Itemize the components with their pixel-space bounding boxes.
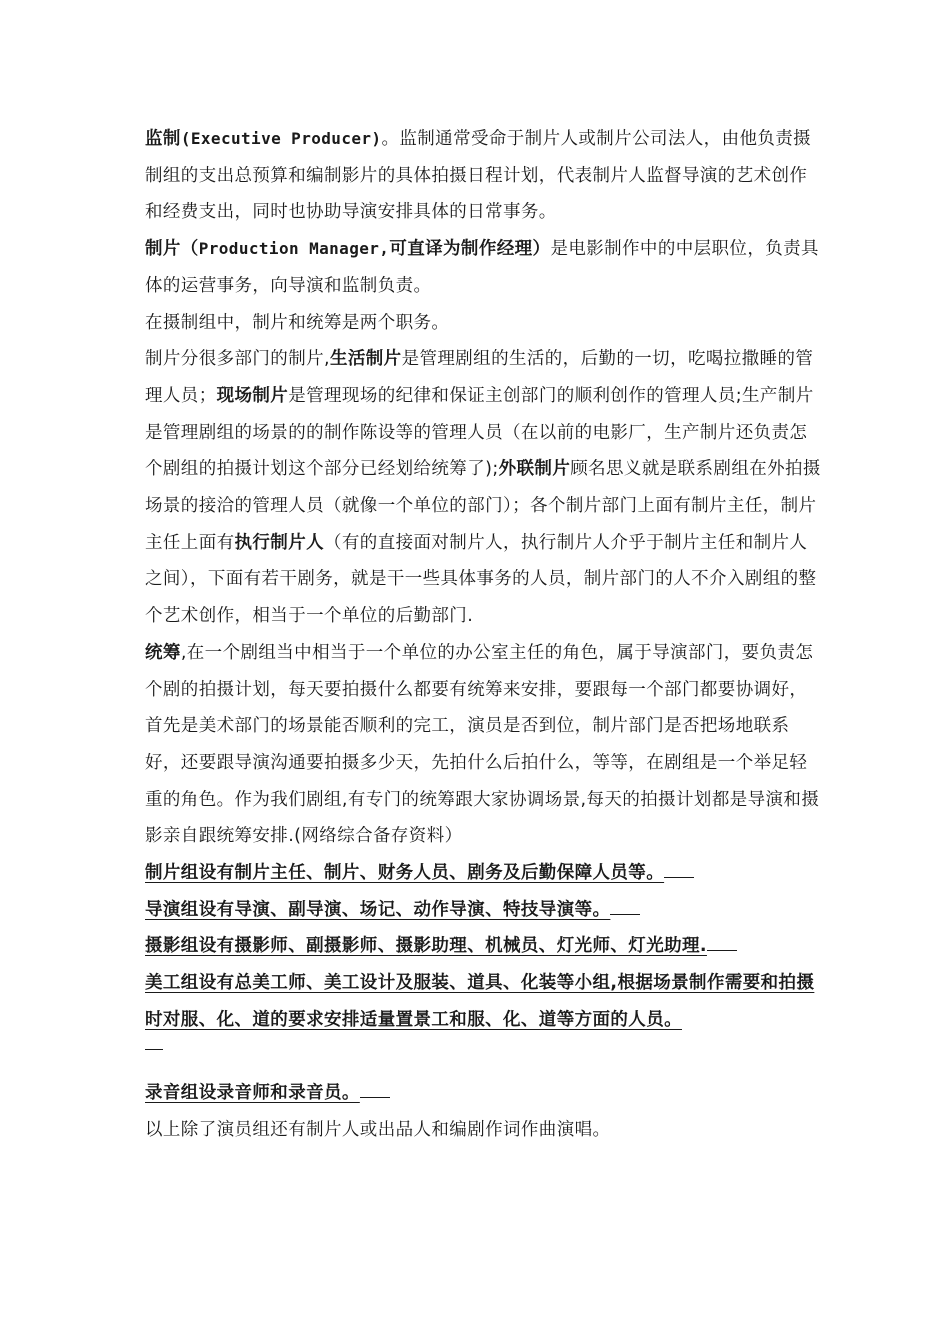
- underline-trail: [360, 1096, 390, 1098]
- term-coordinator: 统筹: [145, 642, 181, 663]
- crew-list-camera-group: [145, 928, 825, 965]
- text-segment: 是管理现场的纪律和保证主创部门的顺利创作的管理人员;生产制片是管理剧组的场景的的制作陈设等的管理人员（在以前的电影厂，生产制片还负责怎个剧组的拍摄计划这个部分已经划给统筹了);: [145, 385, 814, 480]
- crew-art-group-text: 美工组设有总美工师、美工设计及服装、道具、化装等小组,根据场景制作需要和拍摄时对服、化、道的要求安排适量置景工和服、化、道等方面的人员。: [145, 973, 815, 1030]
- term-production-manager-a: 制片（: [145, 239, 199, 260]
- text-segment: 是管理剧组的生活的，后勤的一切，吃喝拉撒睡的管理人员；: [145, 349, 814, 406]
- crew-list-producer-group: [145, 855, 825, 892]
- crew-sound-group-text: 录音组设录音师和录音员。: [145, 1083, 360, 1104]
- crew-producer-group-text: 制片组设有制片主任、制片、财务人员、剧务及后勤保障人员等。: [145, 863, 665, 884]
- underline-trail: [145, 1039, 825, 1076]
- crew-list-art-group: [145, 965, 825, 1038]
- term-life-producer: 生活制片: [329, 349, 402, 370]
- term-executive-producer-cn: 执行制片人: [234, 532, 324, 553]
- paragraph-two-roles-text: 在摄制组中，制片和统筹是两个职务。: [145, 312, 450, 333]
- underline-trail: [707, 949, 737, 951]
- paragraph-closing-text: 以上除了演员组还有制片人或出品人和编剧作词作曲演唱。: [145, 1119, 611, 1140]
- paragraph-closing: [145, 1112, 825, 1149]
- paragraph-two-roles: [145, 305, 825, 342]
- paragraph-producer-departments: [145, 341, 825, 635]
- crew-director-group-text: 导演组设有导演、副导演、场记、动作导演、特技导演等。: [145, 899, 611, 920]
- document-body: [145, 121, 825, 1149]
- term-external-producer: 外联制片: [498, 459, 571, 480]
- paragraph-coordinator: [145, 635, 825, 855]
- term-production-manager-english: Production Manager,: [198, 239, 390, 259]
- text-segment: 制片分很多部门的制片,: [145, 349, 330, 370]
- paragraph-coordinator-text: ,在一个剧组当中相当于一个单位的办公室主任的角色，属于导演部门，要负责怎个剧的拍摄计划，每天要拍摄什么都要有统筹来安排，要跟每一个部门都要协调好，首先是美术部门的场景能否顺利的完工，演员是否到位，制片部门是否把场地联系好，还要跟导演沟通要拍摄多少天，先拍什么后拍什么，等等，在剧组是一个举足轻重的角色。作为我们剧组,有专门的统筹跟大家协调场景,每天的拍摄计划都是导演和摄影亲自跟统筹安排.(网络综合备存资料）: [145, 642, 820, 847]
- term-executive-producer-english: (Executive Producer): [180, 129, 382, 148]
- paragraph-executive-producer: [145, 121, 825, 231]
- term-site-producer: 现场制片: [216, 385, 289, 406]
- underline-trail: [664, 876, 694, 878]
- text-segment: 顾名思义就是联系剧组在外拍摄场景的接洽的管理人员（就像一个单位的部门）；各个制片部门上面有制片主任，制片主任上面有: [145, 459, 821, 553]
- crew-list-sound-group: [145, 1075, 825, 1112]
- paragraph-production-manager-text: 是电影制作中的中层职位，负责具体的运营事务，向导演和监制负责。: [145, 239, 819, 296]
- underline-trail: [610, 913, 640, 915]
- term-production-manager-b: 可直译为制作经理）: [389, 239, 551, 260]
- paragraph-production-manager: [145, 231, 825, 304]
- crew-list-director-group: [145, 892, 825, 929]
- paragraph-executive-producer-text: 。监制通常受命于制片人或制片公司法人，由他负责摄制组的支出总预算和编制影片的具体拍摄日程计划，代表制片人监督导演的艺术创作和经费支出，同时也协助导演安排具体的日常事务。: [145, 129, 812, 223]
- term-executive-producer: 监制: [145, 129, 181, 149]
- text-segment: （有的直接面对制片人，执行制片人介乎于制片主任和制片人之间），下面有若干剧务，就是干一些具体事务的人员，制片部门的人不介入剧组的整个艺术创作，相当于一个单位的后勤部门.: [145, 532, 817, 627]
- crew-camera-group-text: 摄影组设有摄影师、副摄影师、摄影助理、机械员、灯光师、灯光助理.: [145, 936, 707, 957]
